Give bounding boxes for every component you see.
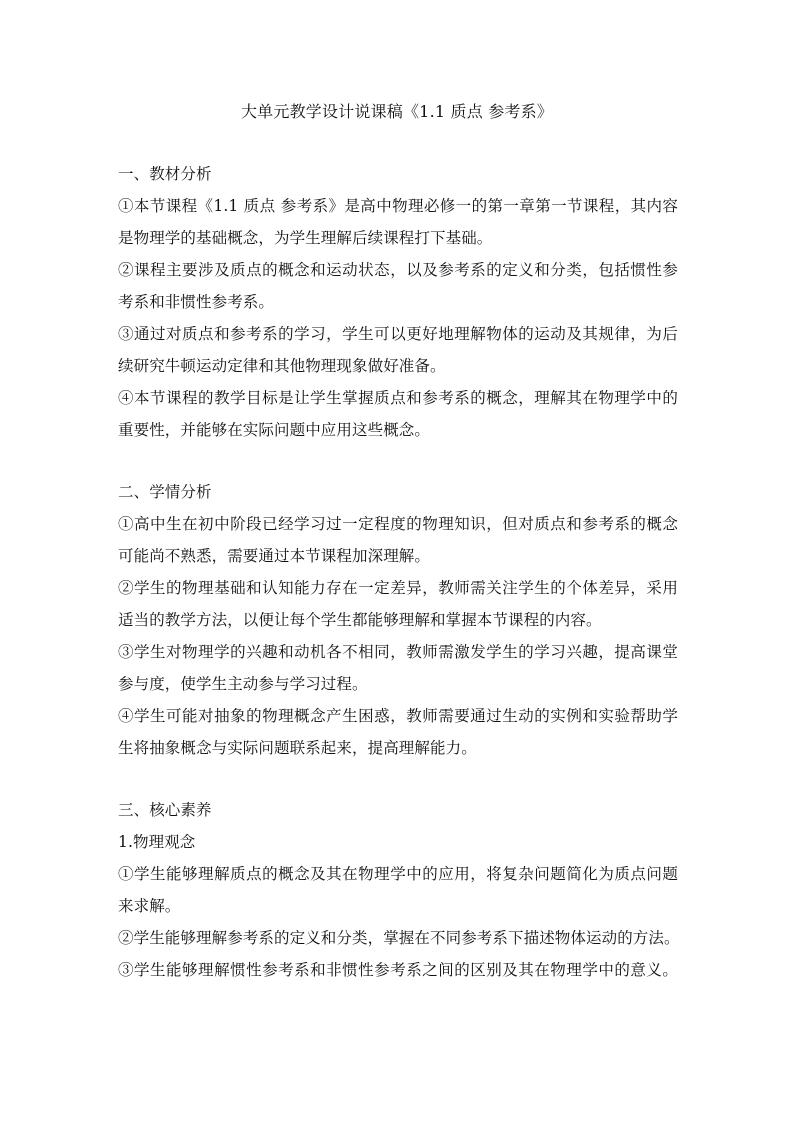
paragraph-line: 生将抽象概念与实际问题联系起来，提高理解能力。 [118, 739, 477, 757]
paragraph-line: 适当的教学方法，以便让每个学生都能够理解和掌握本节课程的内容。 [118, 611, 602, 629]
paragraph-line: 是物理学的基础概念，为学生理解后续课程打下基础。 [118, 229, 493, 247]
paragraph-line: ②学生能够理解参考系的定义和分类，掌握在不同参考系下描述物体运动的方法。 [118, 929, 680, 947]
paragraph-line: 重要性，并能够在实际问题中应用这些概念。 [118, 421, 431, 439]
paragraph-line: ④学生可能对抽象的物理概念产生困惑，教师需要通过生动的实例和实验帮助学 [118, 707, 678, 725]
section-heading-textbook-analysis: 一、教材分析 [118, 165, 212, 183]
paragraph-line: 续研究牛顿运动定律和其他物理现象做好准备。 [118, 357, 446, 375]
paragraph-line: ①学生能够理解质点的概念及其在物理学中的应用，将复杂问题简化为质点问题 [118, 865, 678, 883]
paragraph-line: 来求解。 [118, 897, 181, 915]
paragraph-line: 参与度，使学生主动参与学习过程。 [118, 675, 368, 693]
paragraph-line: 可能尚不熟悉，需要通过本节课程加深理解。 [118, 547, 431, 565]
paragraph-line: ①本节课程《1.1 质点 参考系》是高中物理必修一的第一章第一节课程，其内容 [118, 197, 678, 215]
paragraph-line: ①高中生在初中阶段已经学习过一定程度的物理知识，但对质点和参考系的概念 [118, 515, 678, 533]
paragraph-line: ②学生的物理基础和认知能力存在一定差异，教师需关注学生的个体差异，采用 [118, 579, 678, 597]
paragraph-line: ③学生对物理学的兴趣和动机各不相同，教师需激发学生的学习兴趣，提高课堂 [118, 643, 678, 661]
paragraph-line: ②课程主要涉及质点的概念和运动状态，以及参考系的定义和分类，包括惯性参 [118, 261, 678, 279]
section-heading-learner-analysis: 二、学情分析 [118, 483, 212, 501]
section-heading-core-literacy: 三、核心素养 [118, 801, 212, 819]
document-title: 大单元教学设计说课稿《1.1 质点 参考系》 [240, 102, 554, 121]
paragraph-line: ④本节课程的教学目标是让学生掌握质点和参考系的概念，理解其在物理学中的 [118, 389, 678, 407]
subsection-heading-physics-concepts: 1.物理观念 [118, 833, 196, 851]
paragraph-line: ③通过对质点和参考系的学习，学生可以更好地理解物体的运动及其规律，为后 [118, 325, 678, 343]
paragraph-line: 考系和非惯性参考系。 [118, 293, 275, 311]
paragraph-line: ③学生能够理解惯性参考系和非惯性参考系之间的区别及其在物理学中的意义。 [118, 961, 678, 979]
